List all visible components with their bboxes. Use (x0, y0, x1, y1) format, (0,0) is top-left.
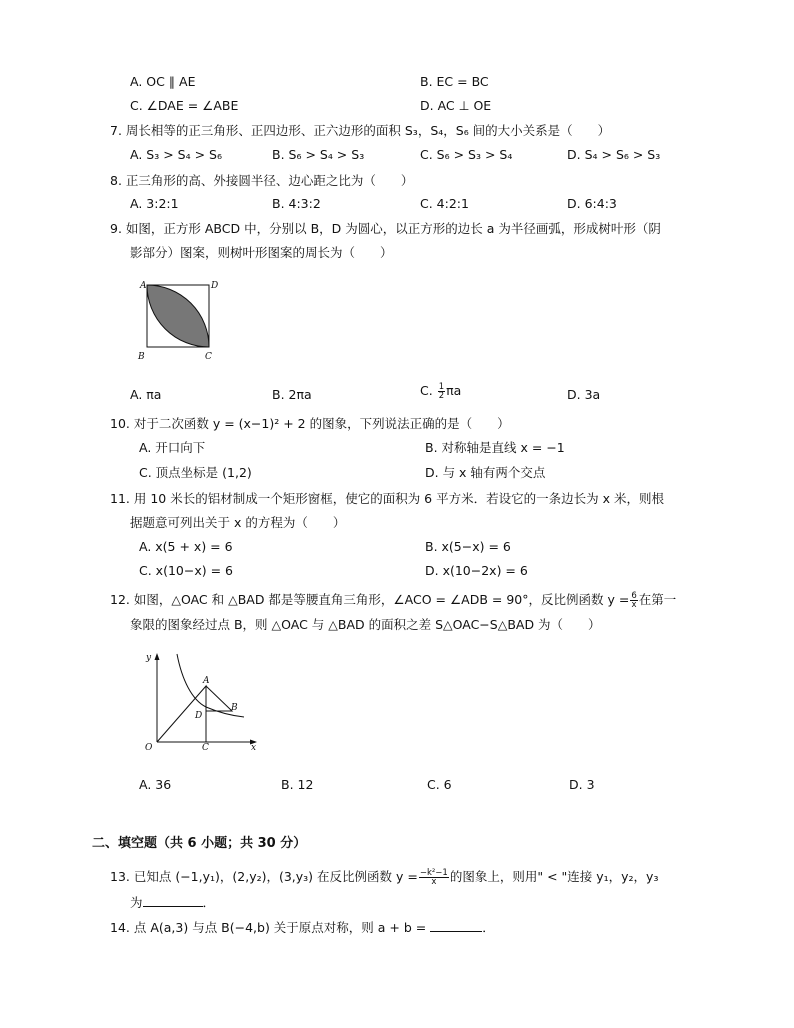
q12-label-a: A (203, 676, 210, 686)
q8-stem: 8. 正三角形的高、外接圆半径、边心距之比为（ ） (110, 173, 414, 188)
q12-frac-num: 6 (631, 591, 637, 601)
q9-label-a: A (140, 281, 147, 291)
q14-answer-blank[interactable] (430, 919, 482, 932)
q11-option-a: A. x(5 + x) = 6 (139, 539, 233, 554)
q12-label-x: x (251, 743, 257, 753)
q12-option-c: C. 6 (427, 777, 452, 792)
q9-stem-line1: 9. 如图，正方形 ABCD 中，分别以 B，D 为圆心，以正方形的边长 a 为半径画弧，形成树叶形（阴 (110, 221, 661, 236)
q7-option-d: D. S₄ > S₆ > S₃ (567, 147, 661, 162)
q7-stem: 7. 周长相等的正三角形、正四边形、正六边形的面积 S₃，S₄，S₆ 间的大小关系是（ ） (110, 123, 611, 138)
q12-stem-line1: 12. 如图，△OAC 和 △BAD 都是等腰直角三角形，∠ACO = ∠ADB = 90°，反比例函数 y = $\frac{6}{x}$ 在第一 (110, 591, 677, 610)
q12-label-b: B (231, 703, 238, 713)
q12-option-a: A. 36 (139, 777, 172, 792)
q9-label-d: D (211, 281, 219, 291)
q10-option-d: D. 与 x 轴有两个交点 (425, 465, 546, 480)
q13-frac-num: −k²−1 (419, 868, 448, 878)
q9-leaf-figure (132, 277, 222, 362)
q14-stem: 14. 点 A(a,3) 与点 B(−4,b) 关于原点对称，则 a + b = ． (110, 920, 495, 935)
q12-y-arrow (155, 653, 160, 660)
q12-figure (140, 650, 265, 755)
q13-frac-den: x (431, 877, 437, 887)
q13-stem-line2: 为 ． (130, 895, 216, 910)
q9-c-frac-den: 2 (438, 391, 445, 401)
q10-option-a: A. 开口向下 (139, 440, 206, 455)
q8-option-c: C. 4:2:1 (420, 196, 469, 211)
q12-option-d: D. 3 (569, 777, 595, 792)
q11-stem-line1: 11. 用 10 米长的铝材制成一个矩形窗框，使它的面积为 6 平方米．若设它的一条边长为 x 米，则根 (110, 491, 664, 506)
q9-c-frac-num: 1 (438, 382, 445, 392)
q9-label-b: B (138, 352, 145, 362)
q12-triangle-bad (206, 686, 232, 711)
q8-option-b: B. 4:3:2 (272, 196, 321, 211)
q10-option-b: B. 对称轴是直线 x = −1 (425, 440, 565, 455)
q10-stem: 10. 对于二次函数 y = (x−1)² + 2 的图象，下列说法正确的是（ ） (110, 416, 510, 431)
q8-option-d: D. 6:4:3 (567, 196, 617, 211)
q13-stem-line1: 13. 已知点 (−1,y₁)，(2,y₂)，(3,y₃) 在反比例函数 y = $\frac{\text{−k²−1}}{x}$ 的图象上，则用" < "连接 y₁，y₂，y₃ (110, 868, 659, 887)
q11-option-d: D. x(10−2x) = 6 (425, 563, 528, 578)
q9-option-b: B. 2πa (272, 387, 312, 402)
q12-stem-line2: 象限的图象经过点 B，则 △OAC 与 △BAD 的面积之差 S△OAC−S△BAD 为（ ） (130, 617, 601, 632)
q7-option-b: B. S₆ > S₄ > S₃ (272, 147, 365, 162)
q12-label-d: D (195, 711, 203, 721)
section-fill-in-heading: 二、填空题（共 6 小题；共 30 分） (92, 836, 307, 851)
q12-label-o: O (145, 743, 153, 753)
q9-label-c: C (205, 352, 212, 362)
q8-option-a: A. 3:2:1 (130, 196, 179, 211)
q9-option-a: A. πa (130, 387, 162, 402)
q6-option-d: D. AC ⊥ OE (420, 98, 492, 113)
q10-option-c: C. 顶点坐标是 (1,2) (139, 465, 252, 480)
q7-option-a: A. S₃ > S₄ > S₆ (130, 147, 222, 162)
q9-option-d: D. 3a (567, 387, 601, 402)
q12-label-y: y (146, 653, 152, 663)
q12-option-b: B. 12 (281, 777, 314, 792)
q13-answer-blank[interactable] (143, 894, 203, 907)
q11-option-c: C. x(10−x) = 6 (139, 563, 233, 578)
q9-stem-line2: 影部分）图案，则树叶形图案的周长为（ ） (130, 245, 393, 260)
q6-option-c: C. ∠DAE = ∠ABE (130, 98, 239, 113)
q12-label-c: C (202, 743, 209, 753)
q11-option-b: B. x(5−x) = 6 (425, 539, 511, 554)
q9-leaf-shaded (147, 285, 209, 347)
q7-option-c: C. S₆ > S₃ > S₄ (420, 147, 513, 162)
q9-option-c: C. $\frac{1}{2}$ πa (420, 382, 462, 401)
q6-option-b: B. EC = BC (420, 74, 489, 89)
q11-stem-line2: 据题意可列出关于 x 的方程为（ ） (130, 515, 346, 530)
q12-frac-den: x (631, 600, 637, 610)
q6-option-a: A. OC ∥ AE (130, 74, 196, 89)
